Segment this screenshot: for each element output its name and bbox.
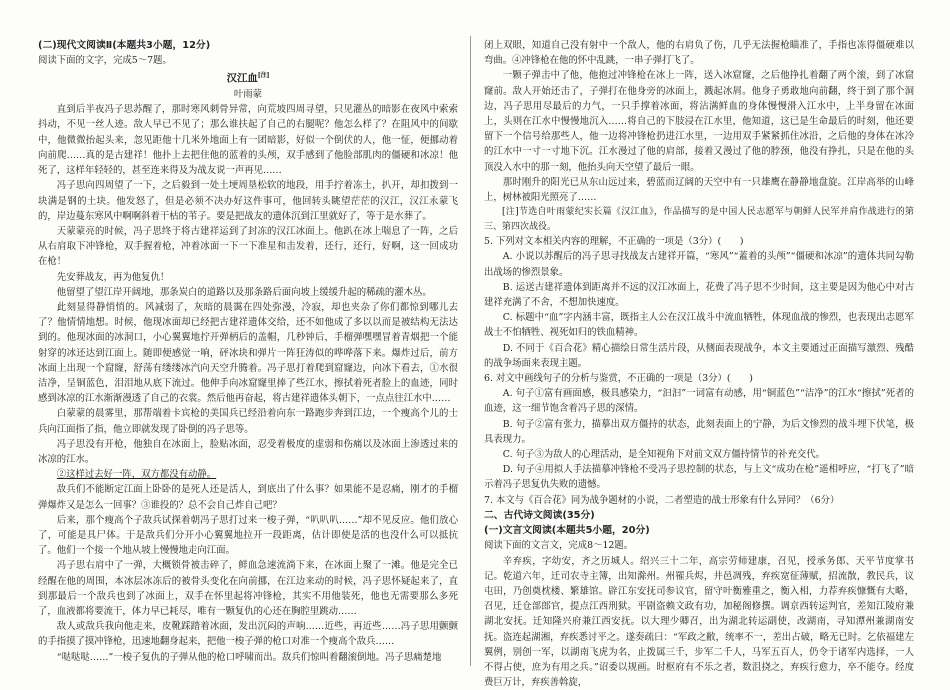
left-column (38, 38, 458, 665)
question-6-option-c: C. 句子③为敌人的心理活动，是全知视角下对前文双方僵持情节的补充交代。 (484, 447, 914, 462)
question-5-stem: 5. 下列对文本相关内容的理解，不正确的一项是（3分）( ) (484, 234, 914, 249)
paragraph: 天蒙蒙亮的时候，冯子思终于将古建祥运到了封冻的汉江冰面上。他趴在冰上喘息了一阵，之后从右肩取下冲锋枪，双手握着枪，冲着冰面一下一下准星和击发着，还行，还行，好啊，这一回成功在枪！ (38, 224, 458, 270)
paragraph: 敌兵们不能断定江面上卧卧的是死人还是活人，到底出了什么事？如果能不是忍痛，刚才的手榴弹爆炸又是怎么一回事？③谁投的？总不会自己炸自己吧？ (38, 482, 458, 512)
reading-instruction: 阅读下面的文字，完成5～7题。 (38, 53, 458, 68)
paragraph: 冯子思右肩中了一弹，大概锁骨被击碎了，鲜血急速流淌下来，在冰面上聚了一滩。他是完全已经醒在他的周围，本冰层冰冻后的被骨头变化在向前挪，在江边来动的时候，冯子思怀疑起来了，直到那最后一个敌兵也到了冰面上，双手在怀里起将冲锋枪，其实不用他装死，他也无需要那么多死了，血液都将要流干，体力早已耗尽，唯有一颗复仇的心还在胸腔里跳动…… (38, 558, 458, 619)
paragraph: 闭上双眼，知道自己没有射中一个敌人，他的右肩负了伤，几乎无法握枪瞄准了，手指也冻得僵硬难以弯曲。④冲锋枪在他的怀中乱跳，一串子弹打飞了。 (484, 38, 914, 68)
paragraph: 先安葬战友，再为他复仇！ (38, 270, 458, 285)
classical-passage: 辛弃疾，字幼安，齐之历城人。绍兴三十二年，高宗劳师建康，召见，授承务郎、天平节度掌书记。乾道六年，迁司农寺主簿，出知滁州。州罹兵烬，井邑凋残，弃疾宽征薄赋，招流散，教民兵，议屯田，乃创奠枕楼、繁雄馆。辟江东安抚司参议官，留守叶衡雅重之，衡入相，力荐弃疾慷慨有大略，召见，迁仓部郎官，提点江西刑狱。平剧盗赖文政有功，加秘阁修撰。调京西转运判官，差知江陵府兼湖北安抚。迁知隆兴府兼江西安抚。以大理少卿召，出为湖北转运副使，改湖南，寻知潭州兼湖南安抚。盗连起湖湘，弃疾悉讨平之。遂奏疏曰：“军政之敝，统率不一，差出占破，略无已时。乞依福建左翼例，别创一军，以湖南飞虎为名，止拨属三千，步军二千人，马军五百人，仍令于诸军内选择，一人不得占使，庶为有用之兵。”诏委以规画。时枢府有不乐之者，数沮挠之，弃疾行愈力，卒不能夺。经度费巨万计，弃疾善斡旋， (484, 554, 914, 690)
paragraph: 敌人或敌兵我向他走来，皮靴踩踏着冰面，发出沉闷的声响……近些，再近些……冯子思用颤颤的手指摸了摸冲锋枪，迅速地翻身起来，把他一梭子弹的枪口对准一个瘦高个敌兵…… (38, 619, 458, 649)
source-note: [注]节选自叶雨蒙纪实长篇《汉江血》，作品描写的是中国人民志愿军与朝鲜人民军并肩作战进行的第三、第四次战役。 (484, 205, 914, 234)
paragraph: “哒哒哒……”一梭子复仇的子弹从他的枪口呼啸而出。敌兵们惊叫着翻滚倒地。冯子思痛楚地 (38, 650, 458, 665)
question-6-option-d: D. 句子④用拟人手法描摹冲锋枪不受冯子思控制的状态，与上文“成功在枪”遥相呼应，“打飞了”暗示着冯子思复仇失败的遗憾。 (484, 462, 914, 492)
question-5-option-c: C. 标题中“血”字内涵丰富，既指主人公在汉江战斗中流血牺牲，体现血战的惨烈，也表现出志愿军战士不怕牺牲、视死如归的铁血精神。 (484, 310, 914, 340)
story-title: 汉江血[注] (38, 68, 458, 87)
subsection-heading: (一)文言文阅读(本题共5小题，20分) (484, 523, 914, 538)
paragraph: 冯子思没有开枪，他独自在冰面上，脸贴冰面，忍受着极度的虚弱和伤痛以及冰面上渗透过来的冰凉的江水。 (38, 437, 458, 467)
question-6-option-a: A. 句子①富有画面感，极具感染力，“汩汩”一词富有动感，用“铜蓝色”“洁净”的江水“擦拭”死者的血迹，这一细节饱含着冯子思的深情。 (484, 386, 914, 416)
question-6-option-b: B. 句子②富有张力，描摹出双方僵持的状态，此刻表面上的宁静，为后文惨烈的战斗埋下伏笔，极具表现力。 (484, 417, 914, 447)
paragraph: 后来，那个瘦高个子敌兵试探着朝冯子思打过来一梭子弹，“叭叭叭……”却不见反应。他们放心了，可能是具尸体。于是敌兵们分开小心翼翼地拉开一段距离，估计即使是活的也没什么可以抵抗了。他们一个接一个地从坡上慢慢地走向江面。 (38, 513, 458, 559)
section-heading: (二)现代文阅读Ⅱ(本题共3小题，12分) (38, 38, 458, 53)
paragraph: 一颗子弹击中了他，他抱过冲锋枪在冰上一阵，送入冰窟窿，之后他挣扎着翻了两个滚，到了冰窟窿前。敌人开始还击了，子弹打在他身旁的冰面上，溅起冰屑。他身子勇敢地向前翻，终于到了那个洞边，冯子思用尽最后的力气，一只手撑着冰面，将沾满鲜血的身体慢慢滑入江水中，上半身留在冰面上，头则在江水中慢慢地沉入……将自己的下肢浸在江水里，他知道，这已是生命最后的时刻，他还要留下一个信号给那些人，他一边将冲锋枪扔进江水里，一边用双手紧紧抓住冰沿，之后他的身体在冰冷的江水中一寸一寸地下沉。江水漫过了他的肩部，接着又漫过了他的脖颈，他没有挣扎，只是在他的头顶没入水中的那一刻，他抬头向天空望了最后一眼。 (484, 68, 914, 174)
section-2-heading: 二、古代诗文阅读(35分) (484, 508, 914, 523)
paragraph: 白蒙蒙的晨雾里，那帮端着卡宾枪的美国兵已经沿着向东一路跑步奔到江边，一个瘦高个儿的士兵向江面指了指，他立即就发现了卧倒的冯子思等。 (38, 406, 458, 436)
paragraph: 此刻显得静悄悄的。风减弱了，灰暗的晨霭在四处弥漫，冷寂，却也夹杂了你们都惊到哪儿去了？他情情地想。时候，他现冰面却已经把古建祥遗体交给，还不如他成了多以以而是被结构无法达到的。他现冰面的冰洞口，小心翼翼地拧开弹柄后的盖帽，几秒钟后，手榴弹嘿嘿冒着青烟把一个能射穿的冰还达到江面上。随即便感觉一响，砰冰块和弹片一阵狂涛似的哗哗落下来。爆炸过后，前方冰面上出现一个窟窿，舒荡有缕缕冰汽向天空升腾着。冯子思打着爬到窟窿边，向冰下看去，①水很洁净，呈铜蓝色，泪泪地从底下流过。他伸手向冰窟窿里捧了些江水，擦拭着死者脸上的血迹，同时感到冰凉的江水渐渐漫透了自己的衣裳。然后他再奋起，将古建祥遗体头朝下，一点点往江水中…… (38, 300, 458, 406)
paragraph: 冯子思向四周望了一下，之后毅到一处土埂周垦松软的地段，用手拧着冻土，扒开，却扣拨到一块满是钢的土块。他发怒了，但是必须不决办好这件事可，他回转头眺望茫茫的汉江，汉江永蒙飞的，岸边蔓东寒风中啊啊斜着干枯的苇子。要是把战友的遗体沉到江里就好了，等于是水葬了。 (38, 178, 458, 224)
question-7: 7. 本文与《百合花》同为战争题材的小说，二者塑造的战士形象有什么异同？（6分） (484, 493, 914, 508)
title-note-marker: [注] (258, 72, 270, 79)
paragraph: 直到后半夜冯子思苏醒了，那时寒风刺骨异常，向荒坡四周寻望，只见灌丛的暗影在夜风中索索抖动，不见一丝人迹。敌人早已不见了；那么谁扶起了自己的右腿呢？他怎么样了？在阻风中的间歇中，他微微抬起头来，忽见距他十几米外地面上有一团暗影，好似一个倒伏的人，他一怔，便挪动着向前爬……真的是古建祥！他扑上去把住他的蓝着的头颅，双手感到了他脸部肌肉的僵硬和冰凉！他死了，这样年轻轻的，甚至连来得及为战友说一声再见…… (38, 102, 458, 178)
underlined-sentence-2: ②这样过去好一阵，双方都没有动静。 (38, 467, 458, 482)
right-column (484, 38, 914, 690)
column-divider (470, 36, 471, 666)
question-5-option-d: D. 不同于《百合花》精心描绘日常生活片段，从侧面表现战争，本文主要通过正面描写激烈、残酷的战争场面来表现主题。 (484, 341, 914, 371)
paragraph: 他留望了望江岸开阔地，那条炭白的道路以及那条路后面向坡上缓缓升起的稀疏的灌木丛。 (38, 285, 458, 300)
paragraph: 那时刚升的阳光已从东山远过来，碧蓝而辽阔的天空中有一只雄鹰在静静地盘旋。江岸高举的山峰上，树林被阳光照亮了…… (484, 175, 914, 205)
question-5-option-a: A. 小说以苏醒后的冯子思寻找战友古建祥开篇，“寒风”“蓋着的头颅”“僵硬和冰凉”的遗体共同勾勒出战场的惨烈景象。 (484, 249, 914, 279)
reading-instruction-2: 阅读下面的文言文，完成8～12题。 (484, 538, 914, 553)
story-author: 叶雨蒙 (38, 87, 458, 102)
question-5-option-b: B. 运送古建祥遗体到距离并不远的汉江冰面上，花费了冯子思不少时间，这主要是因为他心中对古建祥充满了不舍，不想加快速度。 (484, 280, 914, 310)
question-6-stem: 6. 对文中画线句子的分析与鉴赏，不正确的一项是（3分）( ) (484, 371, 914, 386)
